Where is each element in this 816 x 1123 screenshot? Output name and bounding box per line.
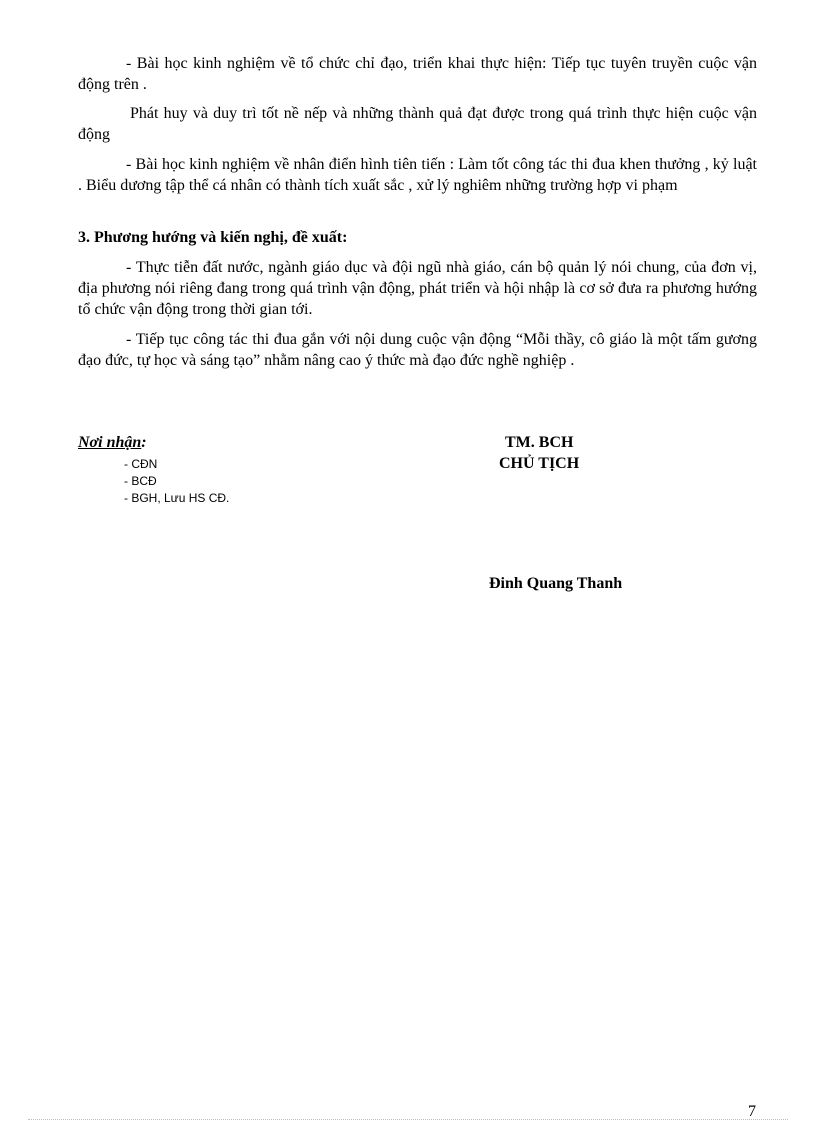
signature-title: CHỦ TỊCH (499, 455, 580, 472)
paragraph-direction-continue: - Tiếp tục công tác thi đua gắn với nội dung cuộc vận động “Mỗi thầy, cô giáo là một tấm gương đạo đức, tự học và sáng tạo” nhằm nâng cao ý thức mà đạo đức nghề nghiệp . (78, 331, 757, 369)
recipient-item: - BCĐ (124, 474, 157, 488)
recipient-item: - BGH, Lưu HS CĐ. (124, 491, 230, 505)
signature-org: TM. BCH (505, 434, 574, 451)
section-heading: 3. Phương hướng và kiến nghị, đề xuất: (78, 229, 348, 246)
recipient-item: - CĐN (124, 457, 158, 471)
paragraph-lesson-exemplary: - Bài học kinh nghiệm về nhân điển hình tiên tiến : Làm tốt công tác thi đua khen thưởng , kỷ luật . Biểu dương tập thể cá nhân có thành tích xuất sắc , xử lý nghiêm những trường hợp vi phạm (78, 156, 757, 194)
recipients-label (78, 432, 147, 453)
recipients-label-colon: : (141, 434, 147, 451)
signature-name: Đinh Quang Thanh (489, 575, 623, 592)
footer-divider (28, 1119, 788, 1120)
recipients-list (124, 456, 229, 507)
paragraph-direction-reality: - Thực tiễn đất nước, ngành giáo dục và đội ngũ nhà giáo, cán bộ quản lý nói chung, của đơn vị, địa phương nói riêng đang trong quá trình vận động, phát triển và hội nhập là cơ sở đưa ra phương hướng tổ chức vận động trong thời gian tới. (78, 259, 757, 318)
page-number: 7 (748, 1103, 756, 1120)
paragraph-lesson-organization: - Bài học kinh nghiệm về tổ chức chỉ đạo, triển khai thực hiện: Tiếp tục tuyên truyền cuộc vận động trên . (78, 55, 757, 93)
recipients-label-text: Nơi nhận (78, 434, 142, 451)
paragraph-maintain-results: Phát huy và duy trì tốt nề nếp và những thành quả đạt được trong quá trình thực hiện cuộc vận động (78, 105, 757, 143)
